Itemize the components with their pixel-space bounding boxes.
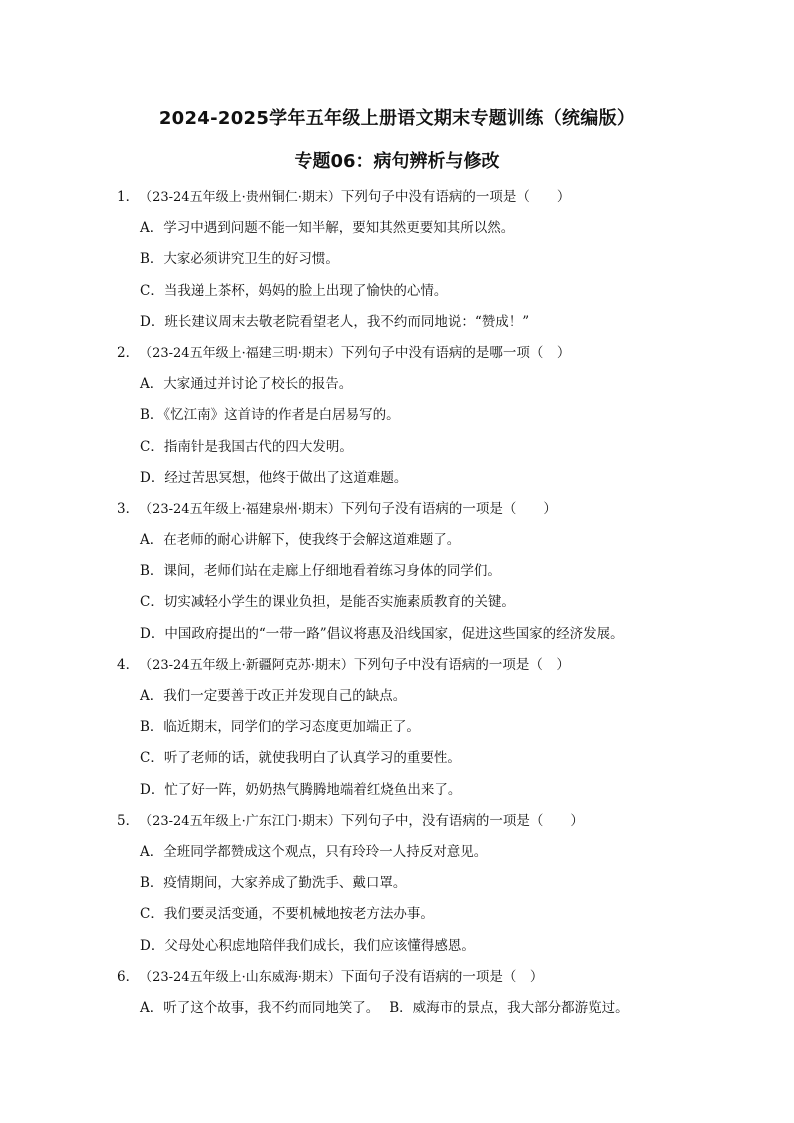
question-2-option-d: D．经过苦思冥想，他终于做出了这道难题。	[140, 469, 408, 486]
question-3-option-b: B．课间，老师们站在走廊上仔细地看着练习身体的同学们。	[140, 563, 501, 580]
question-6-option-b: B．威海市的景点，我大部分都游览过。	[389, 999, 629, 1016]
question-number: 1．	[117, 189, 140, 205]
question-1-option-d: D．班长建议周末去敬老院看望老人，我不约而同地说：“赞成！”	[140, 313, 530, 330]
question-5-option-d: D．父母处心积虑地陪伴我们成长，我们应该懂得感恩。	[140, 937, 475, 954]
question-3-option-a: A．在老师的耐心讲解下，使我终于会解这道难题了。	[140, 532, 461, 549]
document-title: 2024-2025学年五年级上册语文期末专题训练（统编版）	[158, 108, 636, 129]
question-2-stem	[117, 338, 737, 369]
question-3-stem	[117, 494, 737, 525]
question-5-option-b: B．疫情期间，大家养成了勤洗手、戴口罩。	[140, 875, 407, 892]
question-number: 6．	[117, 968, 140, 985]
question-text: 下列句子中没有语病的一项是（ ）	[353, 656, 570, 673]
question-text: 下列句子没有语病的一项是（ ）	[340, 500, 557, 517]
question-source: （23-24五年级上·广东江门·期末）	[139, 813, 341, 829]
question-2-option-c: C．指南针是我国古代的四大发明。	[140, 438, 353, 455]
question-1-option-c: C．当我递上茶杯，妈妈的脸上出现了愉快的心情。	[140, 282, 448, 299]
question-2-option-a: A．大家通过并讨论了校长的报告。	[140, 376, 353, 393]
question-source: （23-24五年级上·福建泉州·期末）	[139, 501, 341, 517]
question-text: 下列句子中，没有语病的一项是（ ）	[340, 812, 584, 829]
question-text: 下列句子中没有语病的一项是（ ）	[340, 189, 571, 205]
question-text: 下面句子没有语病的一项是（ ）	[340, 968, 544, 985]
question-1-option-a: A．学习中遇到问题不能一知半解，要知其然更要知其所以然。	[140, 220, 515, 237]
question-1-option-b: B．大家必须讲究卫生的好习惯。	[140, 251, 339, 268]
question-source: （23-24五年级上·福建三明·期末）	[139, 345, 341, 361]
question-4-option-a: A．我们一定要善于改正并发现自己的缺点。	[140, 688, 407, 704]
question-4-stem	[117, 650, 737, 681]
question-5-stem	[117, 806, 737, 837]
question-list	[117, 182, 737, 1024]
question-3-option-c: C．切实减轻小学生的课业负担，是能否实施素质教育的关键。	[140, 594, 515, 611]
question-5-option-c: C．我们要灵活变通，不要机械地按老方法办事。	[140, 906, 434, 923]
question-source: （23-24五年级上·山东威海·期末）	[139, 969, 341, 985]
question-2-option-b: B．《忆江南》这首诗的作者是白居易写的。	[140, 407, 400, 424]
question-5-option-a: A．全班同学都赞成这个观点，只有玲玲一人持反对意见。	[140, 843, 488, 860]
question-4-option-c: C．听了老师的话，就使我明白了认真学习的重要性。	[140, 750, 461, 767]
question-3-option-d: D．中国政府提出的“一带一路”倡议将惠及沿线国家，促进这些国家的经济发展。	[140, 625, 624, 642]
question-number: 3．	[117, 500, 140, 517]
question-number: 4．	[117, 656, 140, 673]
document-subtitle: 专题06：病句辨析与修改	[294, 151, 500, 172]
question-6-options-row	[117, 993, 737, 1024]
question-1-stem	[117, 182, 737, 213]
question-4-option-d: D．忙了好一阵，奶奶热气腾腾地端着红烧鱼出来了。	[140, 781, 462, 798]
question-source: （23-24五年级上·新疆阿克苏·期末）	[139, 657, 354, 673]
question-6-option-a: A．听了这个故事，我不约而同地笑了。	[140, 999, 380, 1016]
question-text: 下列句子中没有语病的是哪一项（ ）	[340, 344, 571, 361]
question-6-stem	[117, 962, 737, 993]
question-4-option-b: B．临近期末，同学们的学习态度更加端正了。	[140, 719, 420, 736]
question-source: （23-24五年级上·贵州铜仁·期末）	[139, 190, 341, 205]
question-number: 5．	[117, 812, 140, 829]
question-number: 2．	[117, 344, 140, 361]
